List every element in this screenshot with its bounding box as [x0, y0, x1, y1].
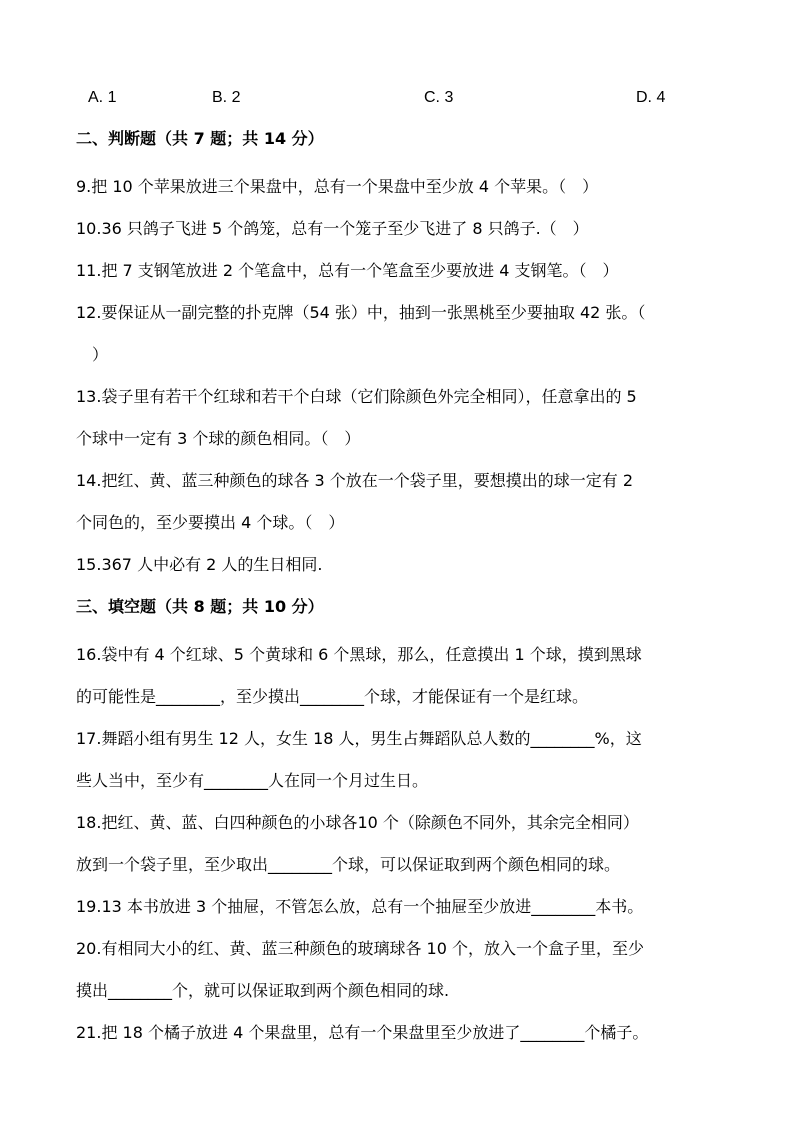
question-11: 11.把 7 支钢笔放进 2 个笔盒中，总有一个笔盒至少要放进 4 支钢笔。（ ）: [76, 261, 619, 280]
question-21: 21.把 18 个橘子放进 4 个果盘里，总有一个果盘里至少放进了________个橘子。: [76, 1023, 649, 1042]
section-title-judgement: 二、判断题（共 7 题；共 14 分）: [76, 129, 324, 148]
section-title-fill: 三、填空题（共 8 题；共 10 分）: [76, 597, 324, 616]
option-a: A. 1: [88, 89, 117, 106]
question-10: 10.36 只鸽子飞进 5 个鸽笼，总有一个笼子至少飞进了 8 只鸽子.（ ）: [76, 219, 589, 238]
question-16-line2: 的可能性是________，至少摸出________个球，才能保证有一个是红球。: [76, 687, 589, 706]
option-c: C. 3: [424, 89, 454, 106]
question-14-line1: 14.把红、黄、蓝三种颜色的球各 3 个放在一个袋子里，要想摸出的球一定有 2: [76, 471, 634, 490]
question-18-line1: 18.把红、黄、蓝、白四种颜色的小球各10 个（除颜色不同外，其余完全相同）: [76, 813, 639, 832]
option-b: B. 2: [212, 89, 241, 106]
question-15: 15.367 人中必有 2 人的生日相同.: [76, 555, 323, 574]
question-12-line2: ）: [92, 345, 109, 364]
question-9: 9.把 10 个苹果放进三个果盘中，总有一个果盘中至少放 4 个苹果。（ ）: [76, 177, 599, 196]
question-19: 19.13 本书放进 3 个抽屉，不管怎么放，总有一个抽屉至少放进________本书。: [76, 897, 644, 916]
question-12-line1: 12.要保证从一副完整的扑克牌（54 张）中，抽到一张黑桃至少要抽取 42 张。（: [76, 303, 646, 322]
question-17-line2: 些人当中，至少有________人在同一个月过生日。: [76, 771, 429, 790]
question-17-line1: 17.舞蹈小组有男生 12 人，女生 18 人，男生占舞蹈队总人数的________%，这: [76, 729, 642, 748]
option-d: D. 4: [636, 89, 666, 106]
question-13-line1: 13.袋子里有若干个红球和若干个白球（它们除颜色外完全相同），任意拿出的 5: [76, 387, 637, 406]
question-18-line2: 放到一个袋子里，至少取出________个球，可以保证取到两个颜色相同的球。: [76, 855, 621, 874]
question-13-line2: 个球中一定有 3 个球的颜色相同。（ ）: [76, 429, 361, 448]
question-20-line1: 20.有相同大小的红、黄、蓝三种颜色的玻璃球各 10 个，放入一个盒子里，至少: [76, 939, 644, 958]
question-20-line2: 摸出________个，就可以保证取到两个颜色相同的球.: [76, 981, 450, 1000]
question-14-line2: 个同色的，至少要摸出 4 个球。（ ）: [76, 513, 345, 532]
question-16-line1: 16.袋中有 4 个红球、5 个黄球和 6 个黑球，那么，任意摸出 1 个球，摸到黑球: [76, 645, 642, 664]
